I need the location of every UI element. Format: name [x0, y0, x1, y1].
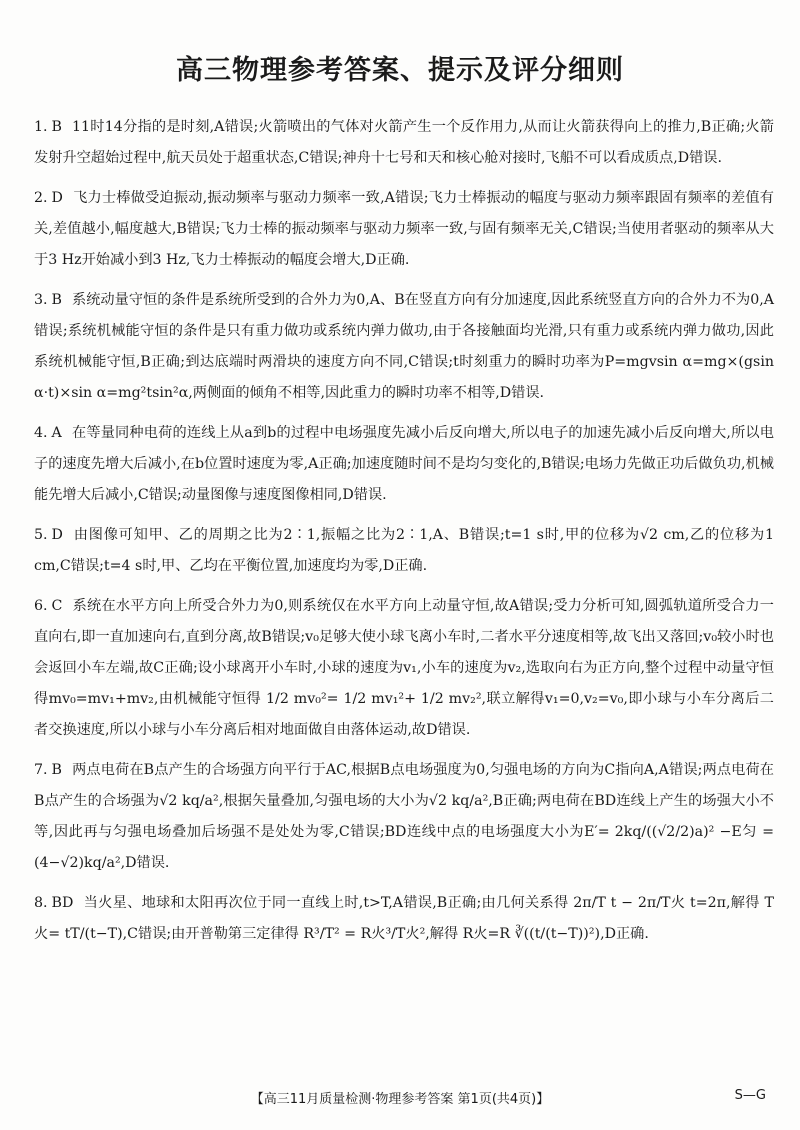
question-4 — [34, 418, 774, 511]
question-explanation: 由图像可知甲、乙的周期之比为2∶1,振幅之比为2∶1,A、B错误;t=1 s时,甲的位移为√2 cm,乙的位移为1 cm,C错误;t=4 s时,甲、乙均在平衡位置,加速度均为零,D正确. — [34, 527, 774, 574]
question-number: 4. — [34, 425, 48, 441]
question-explanation: 11时14分指的是时刻,A错误;火箭喷出的气体对火箭产生一个反作用力,从而让火箭获得向上的推力,B正确;火箭发射升空超始过程中,航天员处于超重状态,C错误;神舟十七号和天和核心舱对接时,飞船不可以看成质点,D错误. — [34, 119, 774, 166]
question-explanation: 系统动量守恒的条件是系统所受到的合外力为0,A、B在竖直方向有分加速度,因此系统竖直方向的合外力不为0,A错误;系统机械能守恒的条件是只有重力做功或系统内弹力做功,由于各接触面均光滑,只有重力或系统内弹力做功,因此系统机械能守恒,B正确;到达底端时两滑块的速度方向不同,C错误;t时刻重力的瞬时功率为P=mgvsin α=mg×(gsin α·t)×sin α=mg²tsin²α,两侧面的倾角不相等,因此重力的瞬时功率不相等,D错误. — [34, 292, 774, 401]
question-explanation: 飞力士棒做受迫振动,振动频率与驱动力频率一致,A错误;飞力士棒振动的幅度与驱动力频率跟固有频率的差值有关,差值越小,幅度越大,B错误;飞力士棒的振动频率与驱动力频率一致,与固有频率无关,C错误;当使用者驱动的频率从大于3 Hz开始减小到3 Hz,飞力士棒振动的幅度会增大,D正确. — [34, 190, 774, 268]
answer-list — [34, 112, 774, 959]
question-1 — [34, 112, 774, 174]
page-title: 高三物理参考答案、提示及评分细则 — [176, 55, 624, 86]
question-8 — [34, 888, 774, 950]
page-footer: 【高三11月质量检测·物理参考答案 第1页(共4页)】 — [250, 1092, 550, 1107]
question-number: 8. — [34, 895, 48, 911]
question-explanation: 在等量同种电荷的连线上从a到b的过程中电场强度先减小后反向增大,所以电子的加速先减小后反向增大,所以电子的速度先增大后减小,在b位置时速度为零,A正确;加速度随时间不是均匀变化的,B错误;电场力先做正功后做负功,机械能先增大后减小,C错误;动量图像与速度图像相同,D错误. — [34, 425, 774, 503]
question-explanation: 系统在水平方向上所受合外力为0,则系统仅在水平方向上动量守恒,故A错误;受力分析可知,圆弧轨道所受合力一直向右,即一直加速向右,直到分离,故B错误;v₀足够大使小球飞离小车时,二者水平分速度相等,故飞出又落回;v₀较小时也会返回小车左端,故C正确;设小球离开小车时,小球的速度为v₁,小车的速度为v₂,选取向右为正方向,整个过程中动量守恒得mv₀=mv₁+mv₂,由机械能守恒得 1/2 mv₀²= 1/2 mv₁²+ 1/2 mv₂²,联立解得v₁=0,v₂=v₀,即小球与小车分离后二者交换速度,所以小球与小车分离后相对地面做自由落体运动,故D错误. — [34, 598, 774, 738]
question-5 — [34, 520, 774, 582]
question-answer: D — [51, 190, 63, 206]
question-number: 1. — [34, 119, 48, 135]
question-answer: B — [51, 119, 62, 135]
question-number: 3. — [34, 292, 48, 308]
question-answer: D — [51, 527, 63, 543]
question-number: 5. — [34, 527, 48, 543]
question-7 — [34, 755, 774, 879]
question-number: 6. — [34, 598, 48, 614]
footer-code: S—G — [734, 1088, 766, 1103]
question-answer: B — [51, 292, 62, 308]
question-answer: BD — [51, 895, 74, 911]
question-2 — [34, 183, 774, 276]
question-explanation: 当火星、地球和太阳再次位于同一直线上时,t>T,A错误,B正确;由几何关系得 2π/T t − 2π/T火 t=2π,解得 T火= tT/(t−T),C错误;由开普勒第三定律得 R³/T² = R火³/T火²,解得 R火=R ∛((t/(t−T))²),D正确. — [34, 895, 774, 942]
question-6 — [34, 591, 774, 746]
question-number: 2. — [34, 190, 48, 206]
question-number: 7. — [34, 762, 48, 778]
question-explanation: 两点电荷在B点产生的合场强方向平行于AC,根据B点电场强度为0,匀强电场的方向为C指向A,A错误;两点电荷在B点产生的合场强为√2 kq/a²,根据矢量叠加,匀强电场的大小为√2 kq/a²,B正确;两电荷在BD连线上产生的场强大小不等,因此再与匀强电场叠加后场强不是处处为零,C错误;BD连线中点的电场强度大小为E′= 2kq/((√2/2)a)² −E匀 = (4−√2)kq/a²,D错误. — [34, 762, 774, 871]
question-answer: A — [51, 425, 62, 441]
question-answer: C — [51, 598, 63, 614]
question-answer: B — [51, 762, 62, 778]
question-3 — [34, 285, 774, 409]
